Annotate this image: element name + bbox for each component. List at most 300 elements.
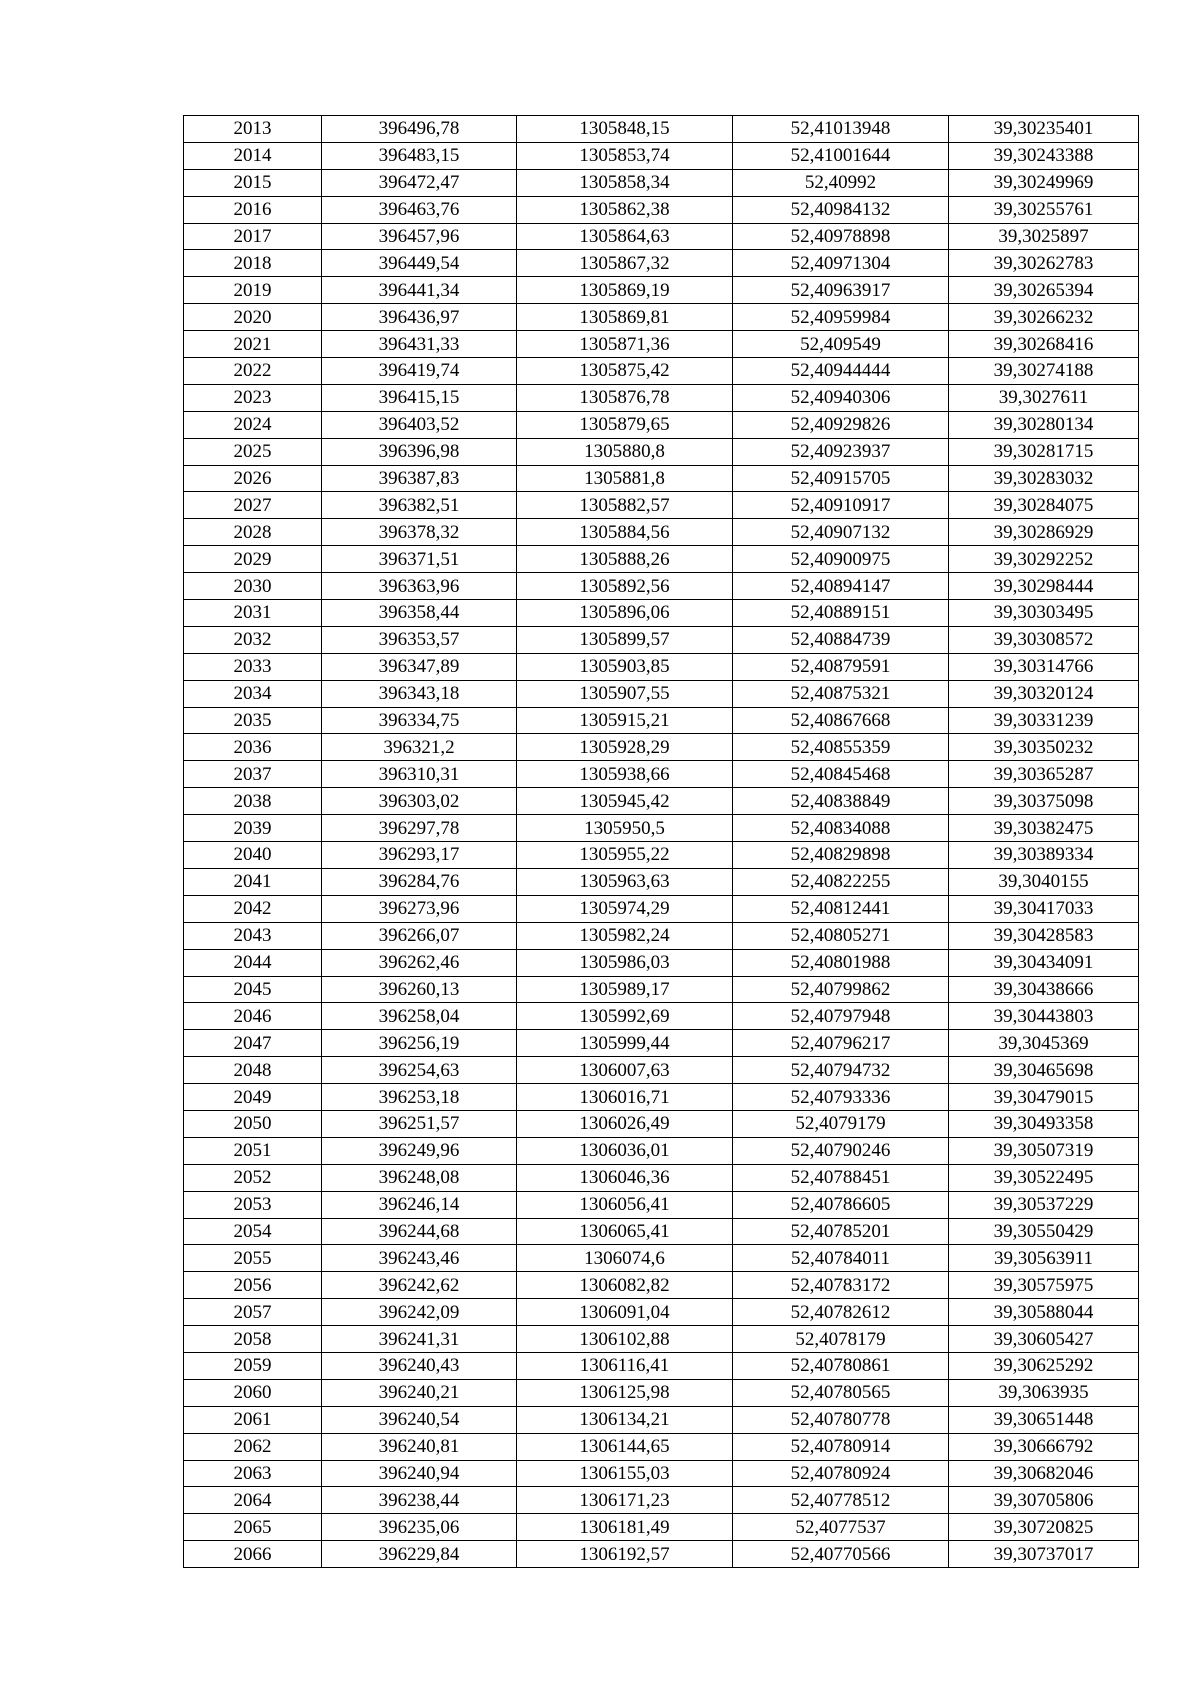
latitude-cell: 52,40940306 [733, 384, 949, 411]
longitude-cell: 39,30331239 [949, 707, 1139, 734]
y-coordinate-cell: 1305899,57 [517, 626, 733, 653]
y-coordinate-cell: 1305945,42 [517, 788, 733, 815]
x-coordinate-cell: 396347,89 [322, 653, 517, 680]
longitude-cell: 39,30737017 [949, 1541, 1139, 1568]
x-coordinate-cell: 396238,44 [322, 1487, 517, 1514]
y-coordinate-cell: 1305881,8 [517, 465, 733, 492]
point-number-cell: 2021 [184, 331, 322, 358]
longitude-cell: 39,30705806 [949, 1487, 1139, 1514]
longitude-cell: 39,3063935 [949, 1379, 1139, 1406]
x-coordinate-cell: 396396,98 [322, 438, 517, 465]
x-coordinate-cell: 396334,75 [322, 707, 517, 734]
x-coordinate-cell: 396358,44 [322, 600, 517, 627]
table-row [184, 680, 1139, 707]
table-row [184, 169, 1139, 196]
longitude-cell: 39,30314766 [949, 653, 1139, 680]
latitude-cell: 52,40785201 [733, 1218, 949, 1245]
x-coordinate-cell: 396321,2 [322, 734, 517, 761]
point-number-cell: 2026 [184, 465, 322, 492]
table-row [184, 1057, 1139, 1084]
latitude-cell: 52,40971304 [733, 250, 949, 277]
latitude-cell: 52,40875321 [733, 680, 949, 707]
table-row [184, 1299, 1139, 1326]
y-coordinate-cell: 1305903,85 [517, 653, 733, 680]
longitude-cell: 39,30588044 [949, 1299, 1139, 1326]
longitude-cell: 39,30284075 [949, 492, 1139, 519]
y-coordinate-cell: 1306181,49 [517, 1514, 733, 1541]
latitude-cell: 52,409549 [733, 331, 949, 358]
table-row [184, 411, 1139, 438]
x-coordinate-cell: 396244,68 [322, 1218, 517, 1245]
table-row [184, 223, 1139, 250]
table-row [184, 761, 1139, 788]
latitude-cell: 52,40805271 [733, 922, 949, 949]
x-coordinate-cell: 396241,31 [322, 1326, 517, 1353]
table-row [184, 358, 1139, 385]
y-coordinate-cell: 1306134,21 [517, 1406, 733, 1433]
y-coordinate-cell: 1306171,23 [517, 1487, 733, 1514]
coordinates-table-body [184, 116, 1139, 1568]
point-number-cell: 2031 [184, 600, 322, 627]
y-coordinate-cell: 1306046,36 [517, 1164, 733, 1191]
longitude-cell: 39,30651448 [949, 1406, 1139, 1433]
longitude-cell: 39,30243388 [949, 142, 1139, 169]
point-number-cell: 2043 [184, 922, 322, 949]
table-row [184, 868, 1139, 895]
table-row [184, 1084, 1139, 1111]
point-number-cell: 2024 [184, 411, 322, 438]
longitude-cell: 39,30265394 [949, 277, 1139, 304]
x-coordinate-cell: 396431,33 [322, 331, 517, 358]
table-row [184, 922, 1139, 949]
table-row [184, 600, 1139, 627]
x-coordinate-cell: 396240,21 [322, 1379, 517, 1406]
y-coordinate-cell: 1306102,88 [517, 1326, 733, 1353]
y-coordinate-cell: 1306007,63 [517, 1057, 733, 1084]
point-number-cell: 2046 [184, 1003, 322, 1030]
y-coordinate-cell: 1306091,04 [517, 1299, 733, 1326]
y-coordinate-cell: 1305986,03 [517, 949, 733, 976]
x-coordinate-cell: 396242,09 [322, 1299, 517, 1326]
point-number-cell: 2017 [184, 223, 322, 250]
longitude-cell: 39,30286929 [949, 519, 1139, 546]
point-number-cell: 2016 [184, 196, 322, 223]
table-row [184, 1541, 1139, 1568]
table-row [184, 1352, 1139, 1379]
x-coordinate-cell: 396387,83 [322, 465, 517, 492]
x-coordinate-cell: 396419,74 [322, 358, 517, 385]
longitude-cell: 39,30438666 [949, 976, 1139, 1003]
longitude-cell: 39,30320124 [949, 680, 1139, 707]
point-number-cell: 2013 [184, 116, 322, 143]
longitude-cell: 39,30720825 [949, 1514, 1139, 1541]
table-row [184, 734, 1139, 761]
latitude-cell: 52,40884739 [733, 626, 949, 653]
y-coordinate-cell: 1305858,34 [517, 169, 733, 196]
latitude-cell: 52,40867668 [733, 707, 949, 734]
longitude-cell: 39,3025897 [949, 223, 1139, 250]
table-row [184, 1460, 1139, 1487]
table-row [184, 384, 1139, 411]
latitude-cell: 52,40907132 [733, 519, 949, 546]
y-coordinate-cell: 1305892,56 [517, 573, 733, 600]
longitude-cell: 39,30298444 [949, 573, 1139, 600]
point-number-cell: 2065 [184, 1514, 322, 1541]
latitude-cell: 52,40780778 [733, 1406, 949, 1433]
y-coordinate-cell: 1305963,63 [517, 868, 733, 895]
longitude-cell: 39,30303495 [949, 600, 1139, 627]
point-number-cell: 2029 [184, 546, 322, 573]
x-coordinate-cell: 396262,46 [322, 949, 517, 976]
y-coordinate-cell: 1305853,74 [517, 142, 733, 169]
latitude-cell: 52,40984132 [733, 196, 949, 223]
y-coordinate-cell: 1306016,71 [517, 1084, 733, 1111]
y-coordinate-cell: 1305869,81 [517, 304, 733, 331]
y-coordinate-cell: 1306074,6 [517, 1245, 733, 1272]
point-number-cell: 2027 [184, 492, 322, 519]
y-coordinate-cell: 1306155,03 [517, 1460, 733, 1487]
x-coordinate-cell: 396303,02 [322, 788, 517, 815]
table-row [184, 1433, 1139, 1460]
y-coordinate-cell: 1306082,82 [517, 1272, 733, 1299]
latitude-cell: 52,40780924 [733, 1460, 949, 1487]
longitude-cell: 39,3040155 [949, 868, 1139, 895]
longitude-cell: 39,30625292 [949, 1352, 1139, 1379]
table-row [184, 1164, 1139, 1191]
point-number-cell: 2041 [184, 868, 322, 895]
point-number-cell: 2044 [184, 949, 322, 976]
x-coordinate-cell: 396248,08 [322, 1164, 517, 1191]
point-number-cell: 2036 [184, 734, 322, 761]
longitude-cell: 39,30428583 [949, 922, 1139, 949]
y-coordinate-cell: 1305884,56 [517, 519, 733, 546]
latitude-cell: 52,4077537 [733, 1514, 949, 1541]
latitude-cell: 52,40992 [733, 169, 949, 196]
longitude-cell: 39,3045369 [949, 1030, 1139, 1057]
latitude-cell: 52,40910917 [733, 492, 949, 519]
longitude-cell: 39,30266232 [949, 304, 1139, 331]
point-number-cell: 2055 [184, 1245, 322, 1272]
latitude-cell: 52,40796217 [733, 1030, 949, 1057]
point-number-cell: 2062 [184, 1433, 322, 1460]
x-coordinate-cell: 396463,76 [322, 196, 517, 223]
point-number-cell: 2056 [184, 1272, 322, 1299]
y-coordinate-cell: 1306144,65 [517, 1433, 733, 1460]
longitude-cell: 39,30274188 [949, 358, 1139, 385]
y-coordinate-cell: 1305882,57 [517, 492, 733, 519]
x-coordinate-cell: 396457,96 [322, 223, 517, 250]
longitude-cell: 39,30268416 [949, 331, 1139, 358]
point-number-cell: 2045 [184, 976, 322, 1003]
point-number-cell: 2066 [184, 1541, 322, 1568]
longitude-cell: 39,30255761 [949, 196, 1139, 223]
table-row [184, 1245, 1139, 1272]
point-number-cell: 2020 [184, 304, 322, 331]
longitude-cell: 39,30308572 [949, 626, 1139, 653]
point-number-cell: 2040 [184, 842, 322, 869]
latitude-cell: 52,4078179 [733, 1326, 949, 1353]
point-number-cell: 2047 [184, 1030, 322, 1057]
longitude-cell: 39,30666792 [949, 1433, 1139, 1460]
latitude-cell: 52,40793336 [733, 1084, 949, 1111]
table-row [184, 438, 1139, 465]
x-coordinate-cell: 396251,57 [322, 1110, 517, 1137]
x-coordinate-cell: 396243,46 [322, 1245, 517, 1272]
latitude-cell: 52,40894147 [733, 573, 949, 600]
y-coordinate-cell: 1305875,42 [517, 358, 733, 385]
latitude-cell: 52,40812441 [733, 895, 949, 922]
table-row [184, 949, 1139, 976]
latitude-cell: 52,40784011 [733, 1245, 949, 1272]
y-coordinate-cell: 1306125,98 [517, 1379, 733, 1406]
table-row [184, 196, 1139, 223]
x-coordinate-cell: 396496,78 [322, 116, 517, 143]
latitude-cell: 52,4079179 [733, 1110, 949, 1137]
latitude-cell: 52,40799862 [733, 976, 949, 1003]
x-coordinate-cell: 396254,63 [322, 1057, 517, 1084]
latitude-cell: 52,40889151 [733, 600, 949, 627]
latitude-cell: 52,41001644 [733, 142, 949, 169]
latitude-cell: 52,40845468 [733, 761, 949, 788]
coordinates-table [183, 115, 1139, 1568]
longitude-cell: 39,3027611 [949, 384, 1139, 411]
x-coordinate-cell: 396343,18 [322, 680, 517, 707]
x-coordinate-cell: 396258,04 [322, 1003, 517, 1030]
y-coordinate-cell: 1305989,17 [517, 976, 733, 1003]
x-coordinate-cell: 396240,81 [322, 1433, 517, 1460]
table-row [184, 116, 1139, 143]
y-coordinate-cell: 1305876,78 [517, 384, 733, 411]
x-coordinate-cell: 396240,94 [322, 1460, 517, 1487]
point-number-cell: 2038 [184, 788, 322, 815]
longitude-cell: 39,30443803 [949, 1003, 1139, 1030]
x-coordinate-cell: 396256,19 [322, 1030, 517, 1057]
x-coordinate-cell: 396449,54 [322, 250, 517, 277]
latitude-cell: 52,40829898 [733, 842, 949, 869]
table-row [184, 573, 1139, 600]
table-row [184, 788, 1139, 815]
longitude-cell: 39,30365287 [949, 761, 1139, 788]
x-coordinate-cell: 396235,06 [322, 1514, 517, 1541]
latitude-cell: 52,40780861 [733, 1352, 949, 1379]
x-coordinate-cell: 396297,78 [322, 815, 517, 842]
latitude-cell: 52,40786605 [733, 1191, 949, 1218]
y-coordinate-cell: 1306056,41 [517, 1191, 733, 1218]
x-coordinate-cell: 396382,51 [322, 492, 517, 519]
y-coordinate-cell: 1305907,55 [517, 680, 733, 707]
y-coordinate-cell: 1305888,26 [517, 546, 733, 573]
x-coordinate-cell: 396371,51 [322, 546, 517, 573]
x-coordinate-cell: 396240,54 [322, 1406, 517, 1433]
y-coordinate-cell: 1305938,66 [517, 761, 733, 788]
x-coordinate-cell: 396472,47 [322, 169, 517, 196]
latitude-cell: 52,40794732 [733, 1057, 949, 1084]
latitude-cell: 52,40838849 [733, 788, 949, 815]
point-number-cell: 2054 [184, 1218, 322, 1245]
longitude-cell: 39,30235401 [949, 116, 1139, 143]
latitude-cell: 52,40929826 [733, 411, 949, 438]
latitude-cell: 52,40834088 [733, 815, 949, 842]
latitude-cell: 52,40797948 [733, 1003, 949, 1030]
point-number-cell: 2059 [184, 1352, 322, 1379]
point-number-cell: 2050 [184, 1110, 322, 1137]
longitude-cell: 39,30389334 [949, 842, 1139, 869]
point-number-cell: 2037 [184, 761, 322, 788]
x-coordinate-cell: 396310,31 [322, 761, 517, 788]
table-row [184, 1272, 1139, 1299]
x-coordinate-cell: 396293,17 [322, 842, 517, 869]
x-coordinate-cell: 396415,15 [322, 384, 517, 411]
table-row [184, 304, 1139, 331]
x-coordinate-cell: 396229,84 [322, 1541, 517, 1568]
table-row [184, 519, 1139, 546]
point-number-cell: 2028 [184, 519, 322, 546]
table-row [184, 1406, 1139, 1433]
latitude-cell: 52,40770566 [733, 1541, 949, 1568]
x-coordinate-cell: 396260,13 [322, 976, 517, 1003]
y-coordinate-cell: 1305869,19 [517, 277, 733, 304]
table-row [184, 250, 1139, 277]
longitude-cell: 39,30550429 [949, 1218, 1139, 1245]
x-coordinate-cell: 396240,43 [322, 1352, 517, 1379]
table-row [184, 546, 1139, 573]
longitude-cell: 39,30262783 [949, 250, 1139, 277]
longitude-cell: 39,30283032 [949, 465, 1139, 492]
table-row [184, 492, 1139, 519]
y-coordinate-cell: 1305992,69 [517, 1003, 733, 1030]
longitude-cell: 39,30249969 [949, 169, 1139, 196]
point-number-cell: 2015 [184, 169, 322, 196]
y-coordinate-cell: 1305974,29 [517, 895, 733, 922]
latitude-cell: 52,40855359 [733, 734, 949, 761]
longitude-cell: 39,30350232 [949, 734, 1139, 761]
point-number-cell: 2018 [184, 250, 322, 277]
table-row [184, 1379, 1139, 1406]
x-coordinate-cell: 396266,07 [322, 922, 517, 949]
latitude-cell: 52,40959984 [733, 304, 949, 331]
table-row [184, 1137, 1139, 1164]
x-coordinate-cell: 396436,97 [322, 304, 517, 331]
latitude-cell: 52,41013948 [733, 116, 949, 143]
y-coordinate-cell: 1305880,8 [517, 438, 733, 465]
latitude-cell: 52,40788451 [733, 1164, 949, 1191]
latitude-cell: 52,40822255 [733, 868, 949, 895]
x-coordinate-cell: 396378,32 [322, 519, 517, 546]
y-coordinate-cell: 1305862,38 [517, 196, 733, 223]
latitude-cell: 52,40915705 [733, 465, 949, 492]
point-number-cell: 2023 [184, 384, 322, 411]
latitude-cell: 52,40944444 [733, 358, 949, 385]
longitude-cell: 39,30417033 [949, 895, 1139, 922]
point-number-cell: 2025 [184, 438, 322, 465]
point-number-cell: 2035 [184, 707, 322, 734]
table-row [184, 1326, 1139, 1353]
table-row [184, 842, 1139, 869]
table-row [184, 331, 1139, 358]
point-number-cell: 2057 [184, 1299, 322, 1326]
y-coordinate-cell: 1305999,44 [517, 1030, 733, 1057]
longitude-cell: 39,30280134 [949, 411, 1139, 438]
point-number-cell: 2042 [184, 895, 322, 922]
x-coordinate-cell: 396403,52 [322, 411, 517, 438]
table-row [184, 1110, 1139, 1137]
y-coordinate-cell: 1305871,36 [517, 331, 733, 358]
longitude-cell: 39,30434091 [949, 949, 1139, 976]
longitude-cell: 39,30375098 [949, 788, 1139, 815]
longitude-cell: 39,30382475 [949, 815, 1139, 842]
y-coordinate-cell: 1305915,21 [517, 707, 733, 734]
table-row [184, 1514, 1139, 1541]
x-coordinate-cell: 396253,18 [322, 1084, 517, 1111]
longitude-cell: 39,30281715 [949, 438, 1139, 465]
y-coordinate-cell: 1305867,32 [517, 250, 733, 277]
point-number-cell: 2064 [184, 1487, 322, 1514]
latitude-cell: 52,40900975 [733, 546, 949, 573]
point-number-cell: 2039 [184, 815, 322, 842]
table-row [184, 465, 1139, 492]
y-coordinate-cell: 1305955,22 [517, 842, 733, 869]
longitude-cell: 39,30682046 [949, 1460, 1139, 1487]
point-number-cell: 2061 [184, 1406, 322, 1433]
longitude-cell: 39,30493358 [949, 1110, 1139, 1137]
table-row [184, 653, 1139, 680]
point-number-cell: 2051 [184, 1137, 322, 1164]
table-row [184, 626, 1139, 653]
table-row [184, 707, 1139, 734]
latitude-cell: 52,40978898 [733, 223, 949, 250]
y-coordinate-cell: 1305928,29 [517, 734, 733, 761]
longitude-cell: 39,30479015 [949, 1084, 1139, 1111]
point-number-cell: 2058 [184, 1326, 322, 1353]
x-coordinate-cell: 396246,14 [322, 1191, 517, 1218]
point-number-cell: 2034 [184, 680, 322, 707]
longitude-cell: 39,30465698 [949, 1057, 1139, 1084]
point-number-cell: 2052 [184, 1164, 322, 1191]
table-row [184, 1191, 1139, 1218]
y-coordinate-cell: 1305950,5 [517, 815, 733, 842]
table-row [184, 1030, 1139, 1057]
x-coordinate-cell: 396353,57 [322, 626, 517, 653]
y-coordinate-cell: 1305879,65 [517, 411, 733, 438]
table-row [184, 142, 1139, 169]
latitude-cell: 52,40780914 [733, 1433, 949, 1460]
longitude-cell: 39,30522495 [949, 1164, 1139, 1191]
point-number-cell: 2030 [184, 573, 322, 600]
x-coordinate-cell: 396242,62 [322, 1272, 517, 1299]
longitude-cell: 39,30575975 [949, 1272, 1139, 1299]
point-number-cell: 2014 [184, 142, 322, 169]
x-coordinate-cell: 396363,96 [322, 573, 517, 600]
y-coordinate-cell: 1305848,15 [517, 116, 733, 143]
point-number-cell: 2060 [184, 1379, 322, 1406]
y-coordinate-cell: 1306026,49 [517, 1110, 733, 1137]
table-row [184, 1003, 1139, 1030]
y-coordinate-cell: 1306065,41 [517, 1218, 733, 1245]
latitude-cell: 52,40782612 [733, 1299, 949, 1326]
latitude-cell: 52,40778512 [733, 1487, 949, 1514]
longitude-cell: 39,30605427 [949, 1326, 1139, 1353]
table-row [184, 895, 1139, 922]
point-number-cell: 2049 [184, 1084, 322, 1111]
y-coordinate-cell: 1306192,57 [517, 1541, 733, 1568]
point-number-cell: 2019 [184, 277, 322, 304]
x-coordinate-cell: 396483,15 [322, 142, 517, 169]
table-row [184, 1218, 1139, 1245]
table-row [184, 976, 1139, 1003]
longitude-cell: 39,30563911 [949, 1245, 1139, 1272]
y-coordinate-cell: 1305982,24 [517, 922, 733, 949]
table-row [184, 277, 1139, 304]
